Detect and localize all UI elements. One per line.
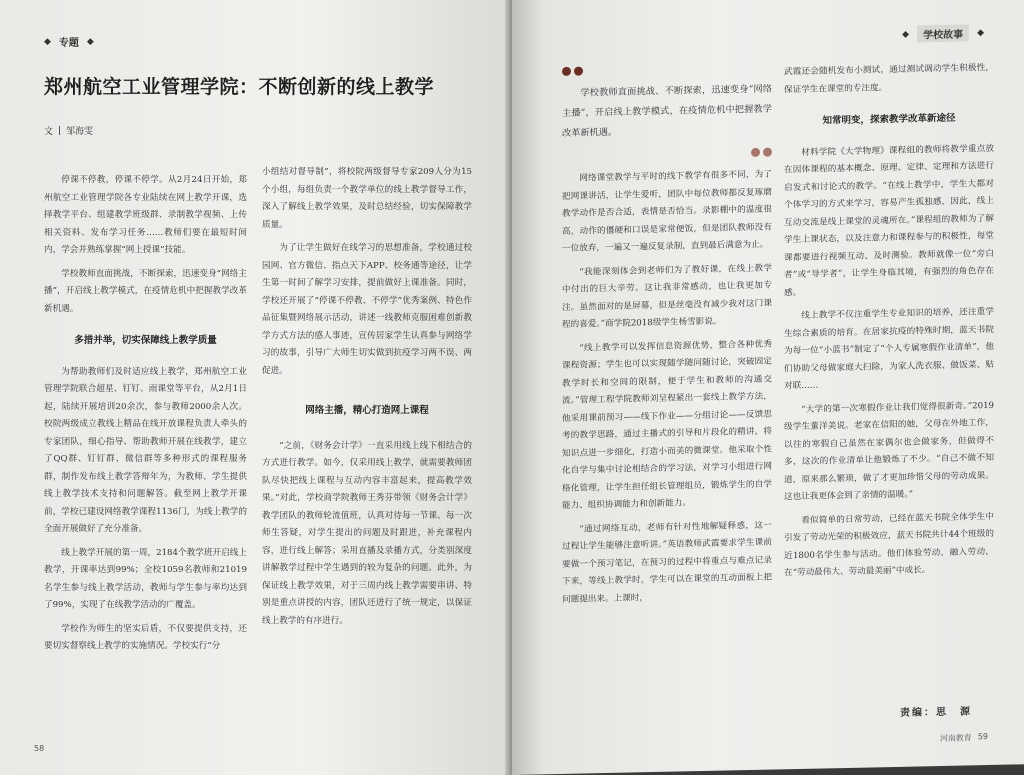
paragraph: 线上教学开展的第一周，2184个教学班开启线上教学，开课率达到99%；全校1059名教师和21019名学生参与线上教学活动，教师与学生参与率均达到了99%，实现了在线教学活动的广覆盖。 (44, 547, 247, 610)
paragraph: “之前，《财务会计学》一直采用线上线下相结合的方式进行教学。如今，仅采用线上教学，就需要教师团队尽快把线上课程与互动内容丰富起来，提高教学效果。”对此，学校商学院教师王秀芬带领《财务会计学》教学团队的教师轮流值班，认真对待每一节课、每一次师生答疑，对学生提出的问题及时跟进，补充课程内容，进行线上解答；采用直播及录播方式，分类别深度讲解教学过程中学生遇到的较为复杂的问题。此外，为保证线上教学效果，对于三周内线上教学需要串讲、特别是重点讲授的内容，团队还进行了统一规定，以保证线上教学的有序进行。 (262, 440, 472, 626)
right-footer (940, 732, 988, 744)
diamond-icon: ◆ (44, 36, 51, 47)
diamond-icon: ◆ (86, 36, 94, 47)
diamond-icon: ◆ (977, 27, 984, 38)
author-name: 邹海雯 (66, 127, 94, 137)
left-section-header (44, 34, 94, 49)
magazine-name: 河南教育 (939, 733, 972, 744)
paragraph: “线上教学可以发挥信息资源优势，整合各种优秀课程资源；学生也可以实现随学随问随讨论，突破固定教学时长和空间的限制，便于学生和教师的沟通交流。”管理工程学院教师刘呈程紧出一套线上教学方法，他采用课前预习——线下作业——分组讨论——反馈思考的教学思路，通过主播式的引导和片段化的精讲，将知识点进一步细化，打造小而美的微课堂。他采取个性化自学与集中讨论相结合的学习法，对学习小组进行网格化管理，让学生担任组长管理组员，锻炼学生的自学能力、组织协调能力和创新能力。 (562, 339, 772, 511)
right-column-1 (562, 59, 772, 609)
paragraph: 网络课堂教学与平时的线下教学有很多不同，为了把网课讲活，让学生爱听，团队中每位教师都反复琢磨教学动作是否合适，表情是否恰当。录影棚中的温度很高，动作的僵硬和口误是家常便饭，但是团队教师没有一位放弃，一遍又一遍反复录制，直到最后满意为止。 (562, 169, 772, 254)
page-number: 59 (977, 732, 988, 742)
diamond-icon: ◆ (902, 29, 910, 40)
paragraph: 学校教师直面挑战，不断探索，迅速变身“网络主播”，开启线上教学模式，在疫情危机中把握教学改革新机遇。 (44, 268, 247, 314)
paragraph: 线上教学不仅注重学生专业知识的培养，还注重学生综合素质的培育。在居家抗疫的特殊时期，蓝天书院为每一位“小蓝书”制定了“个人专属寒假作业清单”，他们协助父母做家庭大扫除，为家人洗衣服、做饭菜、贴对联…… (784, 306, 994, 392)
right-section-header (902, 24, 984, 43)
pull-quote: 学校教师直面挑战、不断探索，迅速变身“网络主播”，开启线上教学模式，在疫情危机中把握教学改革新机遇。 (562, 83, 772, 139)
paragraph: 为了让学生做好在线学习的思想准备，学校通过校园网、官方微信、指点天下APP、校务通等途径，让学生第一时间了解学习安排，提前做好上课准备。同时，学校还开展了“停课不停教、不停学”优秀案例、特色作品征集暨网络展示活动，讲述一线教师克服困难创新教学方式方法的感人事迹，宣传居家学生认真参与网络学习的故事，引导广大师生切实做到抗疫学习两不误、两促进。 (262, 243, 472, 376)
paragraph: “通过网络互动，老师有针对性地解疑释惑，这一过程让学生能够注意听讲。”英语教师武霞要求学生课前要做一个预习笔记，在预习的过程中将重点与难点记录下来，等线上教学时，学生可以在课堂的互动面板上把问题提出来。上课时， (562, 520, 772, 605)
author-divider (59, 126, 60, 135)
quote-mark-icon (751, 148, 772, 157)
section-heading: 多措并举，切实保障线上教学质量 (74, 335, 217, 346)
page-number: 58 (34, 744, 45, 753)
author-line (44, 124, 93, 137)
right-column-2 (784, 60, 994, 583)
paragraph: 武霞还会随机发布小测试，通过测试调动学生积极性，保证学生在课堂的专注度。 (784, 62, 994, 95)
paragraph: “我能深刻体会到老师们为了教好课，在线上教学中付出的巨大辛劳。这让我非常感动，也让我更加专注。虽然面对的是屏幕，但是丝毫没有减少我对这门课程的喜爱。”商学院2018级学生杨雪影说。 (562, 263, 772, 330)
section-heading: 网络主播，精心打造网上课程 (305, 405, 429, 416)
paragraph: 材料学院《大学物理》课程组的教师将教学重点放在因体课程的基本概念、原理、定律、定理和方法进行启发式和讨论式的教学。“在线上教学中，学生大都对个体学习的方式来学习，容易产生孤独感，因此，线上互动交流是线上课堂的灵魂所在。”课程组的教师为了解学生上课状态，以及注意力和课程参与的积极性，每堂课都要进行视频互动、及时测验。教师就像一位“旁白者”或“导学者”，让学生身临其境，有强烈的角色存在感。 (784, 143, 994, 298)
paragraph: 看似简单的日常劳动，已经在蓝天书院全体学生中引发了劳动光荣的积极效应，蓝天书院共计44个班级的近1800名学生参与活动。他们体验劳动，融入劳动，在“劳动最伟大、劳动最美丽”中成长。 (784, 511, 994, 579)
right-section-tag: 学校故事 (917, 24, 969, 42)
author-prefix: 文 (44, 127, 54, 137)
paragraph: “大学的第一次寒假作业让我们觉得很新奇。”2019级学生董洋美说。老家在信阳的她，父母在外地工作，以往的寒假自己虽然在家偶尔也会做家务，但做得不多，这次的作业清单让他锻炼了不少。“自己不做不知道，原来那么繁琐，做了才更加珍惜父母的劳动成果。这也让我更体会到了亲情的温暖。” (784, 400, 994, 503)
left-section-tag: 专题 (58, 38, 79, 49)
left-column-2 (262, 164, 472, 630)
editor-credit: 责编：思 源 (900, 706, 972, 719)
paragraph: 小组结对督导制”，将校院两级督导专家209人分为15个小组，每组负责一个教学单位的线上教学督导工作，深入了解线上教学效果，及时总结经验，切实保障教学质量。 (262, 167, 472, 230)
right-page (512, 0, 1024, 775)
paragraph: 学校作为师生的坚实后盾，不仅要提供支持，还要切实督察线上教学的实施情况。学校实行“分 (44, 623, 247, 651)
article-title: 郑州航空工业管理学院：不断创新的线上教学 (44, 76, 435, 98)
section-heading: 知常明变，探索教学改革新途径 (822, 112, 956, 127)
paragraph: 为帮助教师们及时适应线上教学，郑州航空工业管理学院联合超星、钉钉、雨课堂等平台，从2月1日起，陆续开展培训20余次，参与教师2000余人次。校院两级成立教线上精品在线开放课程负责人牵头的专家团队，细心指导、帮助教师开展在线教学，建立了QQ群、钉钉群、微信群等多种形式的课程服务群，制作发布线上教学答辩年为，为教师、学生提供线上教学技术支持和问题解答。截至网上教学开课前，学校已建设网络教学课程1136门，为线上教学的全面开展做好了充分准备。 (44, 366, 247, 534)
paragraph: 停课不停教，停课不停学。从2月24日开始，郑州航空工业管理学院各专业陆续在网上教学开课，选择教学平台、组建教学班级群、录制教学视频、上传相关资料、发布学习任务……教师们要在最短时间内，学会并熟练掌握“网上授课”技能。 (44, 175, 247, 255)
left-column-1 (44, 172, 247, 656)
quote-mark-icon (562, 63, 772, 76)
